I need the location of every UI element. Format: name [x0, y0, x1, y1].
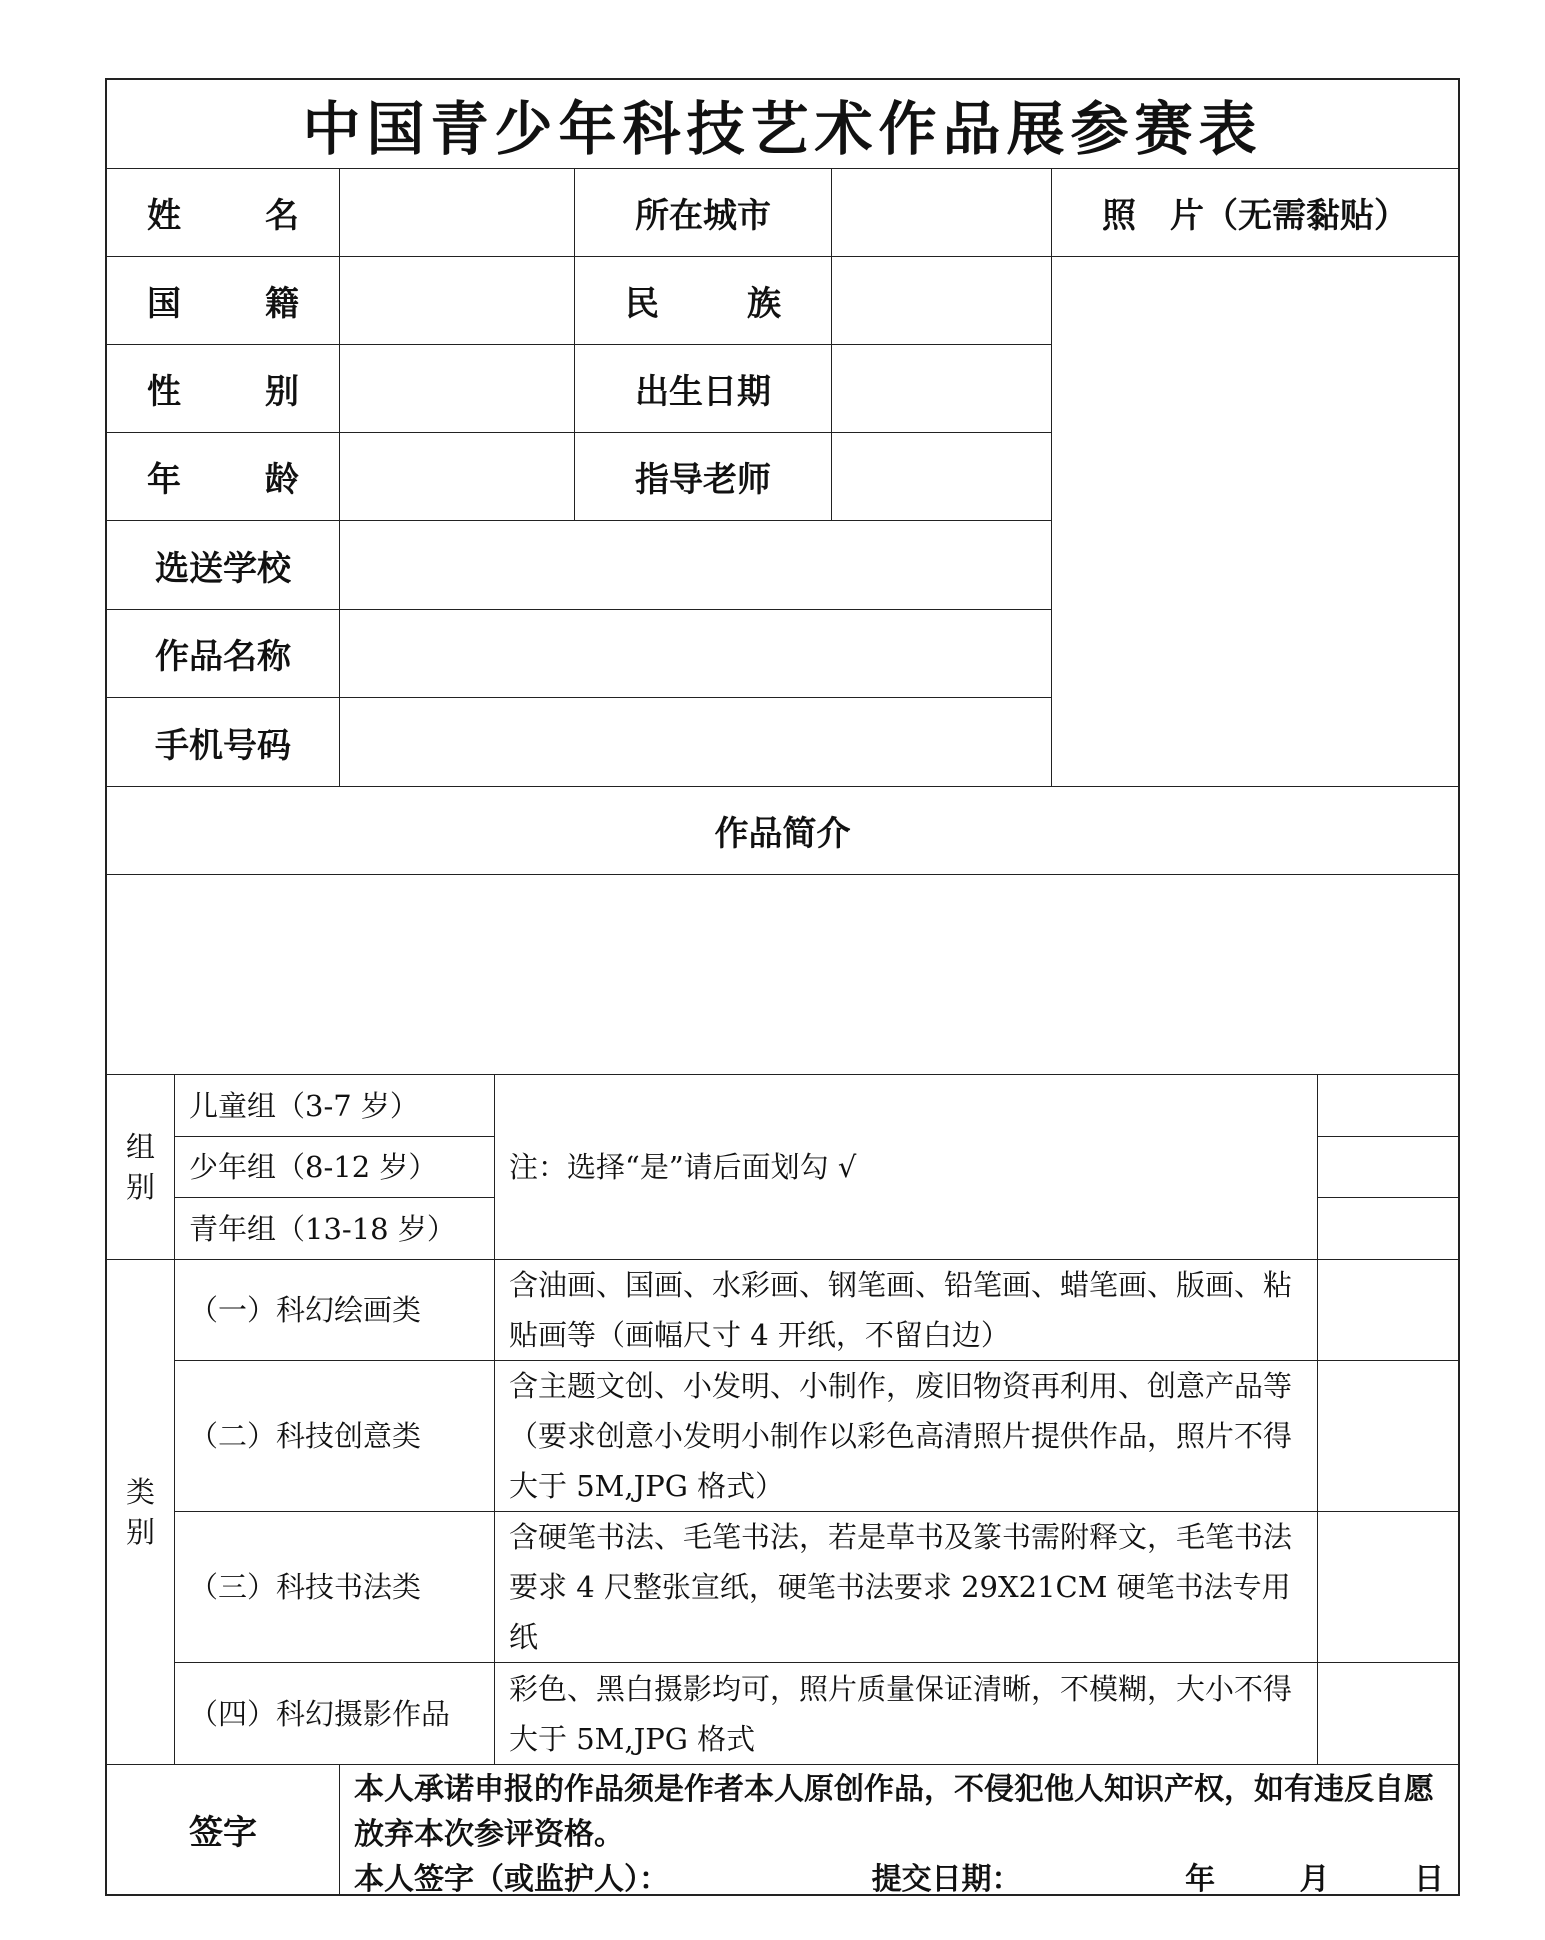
school-label: 选送学校 [107, 521, 340, 610]
category-name-calligraphy: （三）科技书法类 [175, 1512, 495, 1663]
signature-label: 签字 [107, 1765, 340, 1894]
group-label-b: 别 [125, 1170, 155, 1204]
city-field[interactable] [832, 169, 1052, 257]
nationality-field[interactable] [340, 257, 575, 345]
category-name-painting: （一）科幻绘画类 [175, 1260, 495, 1361]
school-field[interactable] [340, 521, 1052, 610]
age-label-b: 龄 [265, 460, 299, 500]
age-label-a: 年 [147, 460, 181, 500]
signature-month-label: 月 [1299, 1862, 1330, 1897]
photo-label: 照 片（无需黏贴） [1052, 169, 1458, 257]
gender-label [107, 345, 340, 433]
age-label [107, 433, 340, 521]
teacher-field[interactable] [832, 433, 1052, 521]
group-note: 注：选择“是”请后面划勾 √ [495, 1075, 1318, 1260]
birthdate-field[interactable] [832, 345, 1052, 433]
signature-day-label: 日 [1413, 1862, 1444, 1897]
intro-field[interactable] [107, 875, 1458, 1075]
category-check-calligraphy[interactable] [1318, 1512, 1458, 1663]
gender-field[interactable] [340, 345, 575, 433]
category-desc-calligraphy: 含硬笔书法、毛笔书法，若是草书及篆书需附释文，毛笔书法要求 4 尺整张宣纸，硬笔书法要求 29X21CM 硬笔书法专用纸 [495, 1512, 1318, 1663]
name-label [107, 169, 340, 257]
signature-line [354, 1857, 1444, 1902]
city-label: 所在城市 [575, 169, 832, 257]
age-field[interactable] [340, 433, 575, 521]
group-label-a: 组 [125, 1130, 155, 1164]
ethnicity-label [575, 257, 832, 345]
group-check-child[interactable] [1318, 1075, 1458, 1137]
group-option-youth: 青年组（13-18 岁） [175, 1198, 495, 1260]
phone-label: 手机号码 [107, 698, 340, 787]
signature-pledge: 本人承诺申报的作品须是作者本人原创作品，不侵犯他人知识产权，如有违反自愿放弃本次参评资格。 [354, 1772, 1434, 1852]
group-option-junior: 少年组（8-12 岁） [175, 1137, 495, 1198]
category-name-creative: （二）科技创意类 [175, 1361, 495, 1512]
signature-sign-label: 本人签字（或监护人）： [354, 1862, 669, 1897]
teacher-label: 指导老师 [575, 433, 832, 521]
category-desc-photography: 彩色、黑白摄影均可，照片质量保证清晰，不模糊，大小不得大于 5M,JPG 格式 [495, 1663, 1318, 1765]
entry-form [105, 78, 1460, 1896]
category-desc-painting: 含油画、国画、水彩画、钢笔画、铅笔画、蜡笔画、版画、粘贴画等（画幅尺寸 4 开纸，不留白边） [495, 1260, 1318, 1361]
work-name-label: 作品名称 [107, 610, 340, 698]
category-desc-creative: 含主题文创、小发明、小制作，废旧物资再利用、创意产品等（要求创意小发明小制作以彩色高清照片提供作品，照片不得大于 5M,JPG 格式） [495, 1361, 1318, 1512]
category-check-photography[interactable] [1318, 1663, 1458, 1765]
category-label [107, 1260, 175, 1765]
gender-label-a: 性 [147, 372, 181, 412]
intro-label: 作品简介 [107, 787, 1458, 875]
signature-area[interactable] [340, 1765, 1458, 1897]
ethnicity-label-b: 族 [747, 284, 781, 324]
photo-area[interactable] [1052, 257, 1458, 787]
nationality-label-a: 国 [147, 284, 181, 324]
category-label-a: 类 [125, 1475, 155, 1509]
ethnicity-field[interactable] [832, 257, 1052, 345]
phone-field[interactable] [340, 698, 1052, 787]
signature-date-label: 提交日期： [871, 1862, 1022, 1897]
name-field[interactable] [340, 169, 575, 257]
form-title: 中国青少年科技艺术作品展参赛表 [107, 80, 1458, 169]
category-check-painting[interactable] [1318, 1260, 1458, 1361]
group-label [107, 1075, 175, 1260]
category-label-b: 别 [125, 1515, 155, 1549]
group-check-youth[interactable] [1318, 1198, 1458, 1260]
work-name-field[interactable] [340, 610, 1052, 698]
category-check-creative[interactable] [1318, 1361, 1458, 1512]
category-name-photography: （四）科幻摄影作品 [175, 1663, 495, 1765]
group-option-child: 儿童组（3-7 岁） [175, 1075, 495, 1137]
gender-label-b: 别 [265, 372, 299, 412]
nationality-label-b: 籍 [265, 284, 299, 324]
birthdate-label: 出生日期 [575, 345, 832, 433]
signature-year-label: 年 [1185, 1862, 1216, 1897]
ethnicity-label-a: 民 [625, 284, 659, 324]
group-check-junior[interactable] [1318, 1137, 1458, 1198]
name-label-a: 姓 [147, 196, 181, 236]
name-label-b: 名 [265, 196, 299, 236]
nationality-label [107, 257, 340, 345]
